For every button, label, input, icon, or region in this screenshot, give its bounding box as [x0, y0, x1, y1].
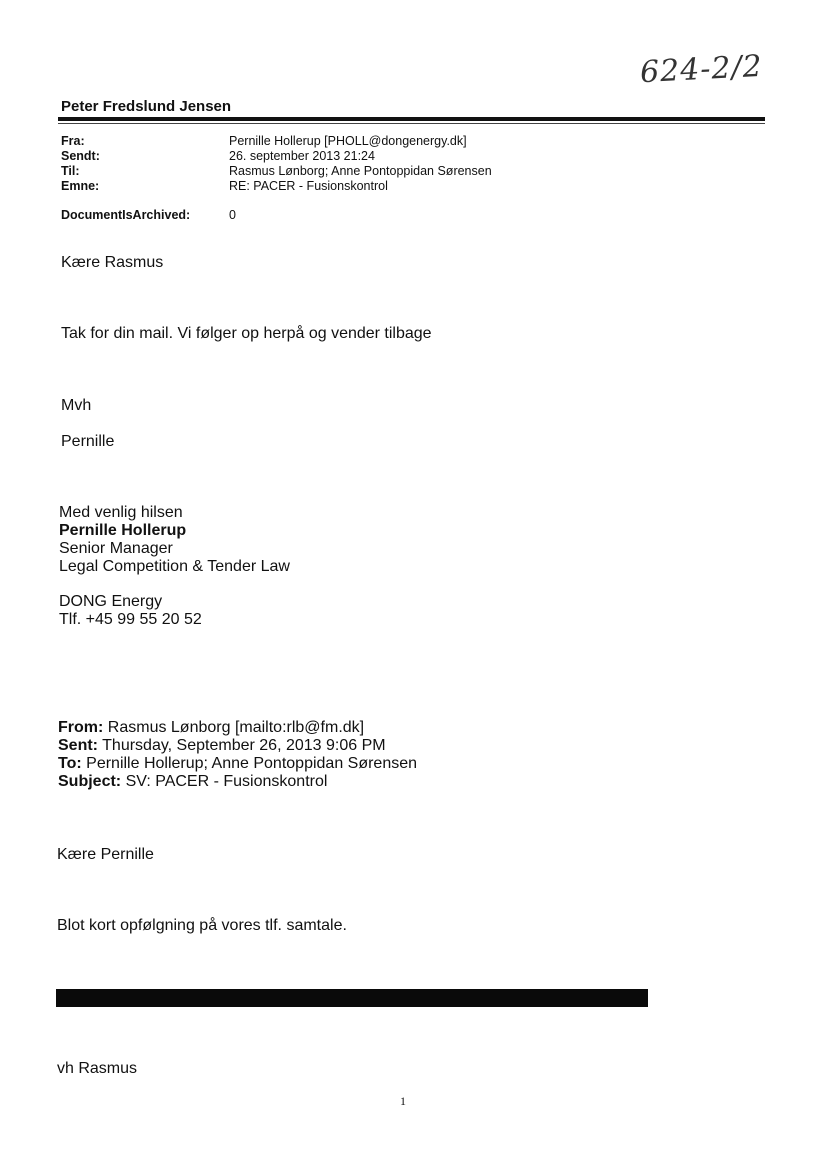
signature-name: Pernille Hollerup: [59, 522, 187, 539]
forwarded-body-line: Blot kort opfølgning på vores tlf. samtale.: [57, 917, 347, 934]
signature-phone: Tlf. +45 99 55 20 52: [59, 611, 202, 628]
forwarded-subject-value: SV: PACER - Fusionskontrol: [125, 773, 328, 790]
forwarded-signoff: vh Rasmus: [57, 1060, 138, 1077]
redaction-bar: [56, 989, 648, 1007]
reply-closing: Mvh: [61, 397, 92, 414]
forwarded-sent-value: Thursday, September 26, 2013 9:06 PM: [102, 737, 386, 754]
forwarded-from-value: Rasmus Lønborg [mailto:rlb@fm.dk]: [107, 719, 365, 736]
sendt-value: 26. september 2013 21:24: [229, 149, 375, 163]
reply-greeting: Kære Rasmus: [61, 254, 164, 271]
archived-label: DocumentIsArchived:: [61, 208, 191, 222]
forwarded-greeting: Kære Pernille: [57, 846, 154, 863]
signature-department: Legal Competition & Tender Law: [59, 558, 290, 575]
archived-value: 0: [229, 208, 236, 222]
forwarded-to-label: To:: [58, 755, 82, 772]
signature-regards: Med venlig hilsen: [59, 504, 183, 521]
signature-title: Senior Manager: [59, 540, 173, 557]
sendt-label: Sendt:: [61, 149, 100, 163]
til-value: Rasmus Lønborg; Anne Pontoppidan Sørensen: [229, 164, 492, 178]
fra-label: Fra:: [61, 134, 85, 148]
forwarded-from-label: From:: [58, 719, 104, 736]
forwarded-sent-line: [58, 737, 386, 755]
forwarded-to-line: [58, 755, 417, 773]
reply-body-line: Tak for din mail. Vi følger op herpå og vender tilbage: [61, 325, 432, 342]
forwarded-from-line: [58, 719, 364, 737]
forwarded-to-value: Pernille Hollerup; Anne Pontoppidan Sørensen: [86, 755, 418, 772]
header-rule-thin: [58, 123, 765, 124]
til-label: Til:: [61, 164, 80, 178]
reply-sender-name: Pernille: [61, 433, 115, 450]
forwarded-sent-label: Sent:: [58, 737, 98, 754]
fra-value: Pernille Hollerup [PHOLL@dongenergy.dk]: [229, 134, 467, 148]
handwritten-page-reference: 624-2/2: [639, 48, 764, 91]
signature-company: DONG Energy: [59, 593, 163, 610]
emne-value: RE: PACER - Fusionskontrol: [229, 179, 388, 193]
mailbox-owner-name: Peter Fredslund Jensen: [61, 98, 232, 115]
header-rule-thick: [58, 117, 765, 121]
emne-label: Emne:: [61, 179, 100, 193]
page-number: 1: [400, 1094, 406, 1108]
forwarded-subject-label: Subject:: [58, 773, 122, 790]
forwarded-subject-line: [58, 773, 327, 791]
